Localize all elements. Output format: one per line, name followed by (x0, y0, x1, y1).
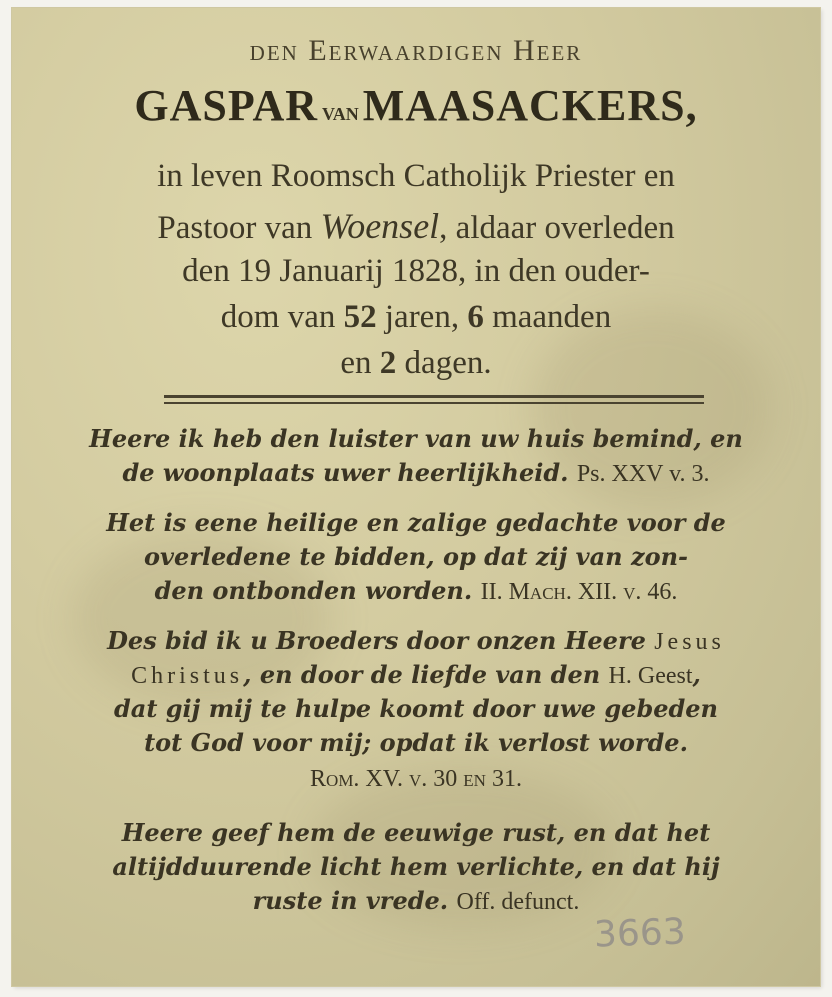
bio-line-3: den 19 Januarij 1828, in den ouder- (182, 253, 650, 289)
bio-line-1: in leven Roomsch Catholijk Priester en (157, 158, 675, 194)
name-comma: , (685, 81, 698, 130)
bio-line-2 (12, 205, 820, 247)
bio-text: maanden (492, 299, 612, 335)
verse-3-line-3: dat gij mij te hulpe koomt door uwe gebeden (113, 694, 718, 723)
verse-2-line-2: overledene te bidden, op dat zij van zon- (143, 542, 689, 571)
last-name: MAASACKERS (362, 81, 686, 130)
verse-4-line-1: Heere geef hem de eeuwige rust, en dat het (121, 818, 711, 847)
verse-4-line-3 (12, 886, 820, 916)
verse-3-line-4: tot God voor mij; opdat ik verlost worde. (144, 728, 688, 757)
verse-1-line-1: Heere ik heb den luister van uw huis bemind, en (89, 424, 743, 453)
catalog-number: 3663 (593, 911, 687, 956)
verse-3-line-1 (12, 626, 820, 656)
liturgical-reference: Off. defunct. (456, 889, 580, 915)
verse-text: Des bid ik u Broeders door onzen Heere (107, 626, 646, 655)
dedication-line: den Eerwaardigen Heer (249, 34, 583, 67)
sacred-name: H. Geest (608, 663, 693, 689)
verse-text: ruste in vrede. (252, 886, 449, 915)
verse-1-line-2 (12, 458, 820, 488)
age-years: 52 (343, 299, 377, 335)
first-name: GASPAR (134, 81, 319, 130)
bio-line-5 (12, 345, 820, 382)
name-particle: van (322, 97, 359, 126)
verse-2-line-1: Het is eene heilige en zalige gedachte voor de (106, 508, 726, 537)
place-name: Woensel (320, 206, 440, 246)
verse-4-line-2: altijdduurende licht hem verlichte, en dat hij (112, 852, 720, 881)
bio-text: jaren, (384, 299, 460, 335)
sacred-name: Jesus (654, 629, 725, 655)
verse-text: de woonplaats uwer heerlijkheid. (122, 458, 569, 487)
verse-text: den ontbonden worden. (154, 576, 473, 605)
verse-3-line-2 (12, 660, 820, 690)
bio-text: Pastoor van (157, 210, 313, 246)
sacred-name: Christus (131, 663, 244, 689)
age-days: 2 (379, 345, 397, 381)
bio-text: en (340, 345, 372, 381)
scripture-reference: Rom. XV. v. 30 en 31. (310, 766, 522, 792)
verse-text: , (692, 660, 701, 689)
divider-rule (164, 402, 704, 404)
verse-2-line-3 (12, 576, 820, 606)
bio-text: , aldaar overleden (439, 210, 675, 246)
verse-text: , en door de liefde van den (243, 660, 601, 689)
bio-line-4 (12, 299, 820, 336)
bio-text: dom van (220, 299, 336, 335)
bio-text: dagen. (404, 345, 492, 381)
scripture-reference: II. Mach. XII. v. 46. (480, 579, 678, 605)
memorial-card (12, 8, 820, 986)
age-months: 6 (467, 299, 484, 335)
deceased-name (12, 80, 820, 131)
divider-rule (164, 395, 704, 398)
scripture-reference: Ps. XXV v. 3. (576, 461, 710, 487)
